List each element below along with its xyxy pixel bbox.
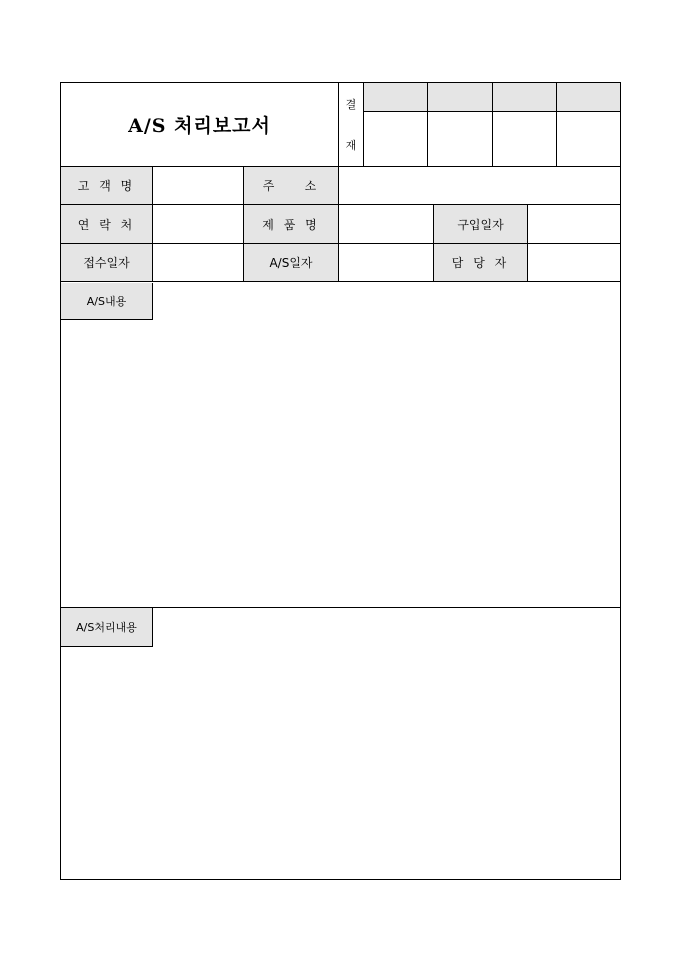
approval-header-1 xyxy=(364,82,428,112)
approval-sign-1[interactable] xyxy=(364,112,428,167)
approval-label-bottom: 재 xyxy=(345,139,357,153)
purchase-date-label: 구입일자 xyxy=(434,205,528,244)
manager-label: 담 당 자 xyxy=(434,244,528,282)
customer-name-field[interactable] xyxy=(153,167,244,205)
approval-sign-3[interactable] xyxy=(493,112,557,167)
approval-label xyxy=(339,82,364,167)
approval-header-2 xyxy=(428,82,493,112)
page-title: A/S 처리보고서 xyxy=(60,82,339,167)
as-content-section[interactable] xyxy=(60,282,621,608)
approval-header-3 xyxy=(493,82,557,112)
approval-sign-4[interactable] xyxy=(557,112,621,167)
contact-field[interactable] xyxy=(153,205,244,244)
as-processing-tab: A/S처리내용 xyxy=(61,608,153,647)
as-processing-section[interactable] xyxy=(60,607,621,880)
address-field[interactable] xyxy=(339,167,621,205)
contact-label: 연 락 처 xyxy=(60,205,153,244)
as-date-field[interactable] xyxy=(339,244,434,282)
as-content-tab: A/S내용 xyxy=(61,283,153,320)
product-name-field[interactable] xyxy=(339,205,434,244)
product-name-label: 제 품 명 xyxy=(244,205,339,244)
approval-sign-2[interactable] xyxy=(428,112,493,167)
address-label: 주 소 xyxy=(244,167,339,205)
purchase-date-field[interactable] xyxy=(528,205,621,244)
approval-header-4 xyxy=(557,82,621,112)
manager-field[interactable] xyxy=(528,244,621,282)
receipt-date-field[interactable] xyxy=(153,244,244,282)
as-date-label: A/S일자 xyxy=(244,244,339,282)
approval-label-top: 결 xyxy=(345,97,357,111)
receipt-date-label: 접수일자 xyxy=(60,244,153,282)
customer-name-label: 고 객 명 xyxy=(60,167,153,205)
